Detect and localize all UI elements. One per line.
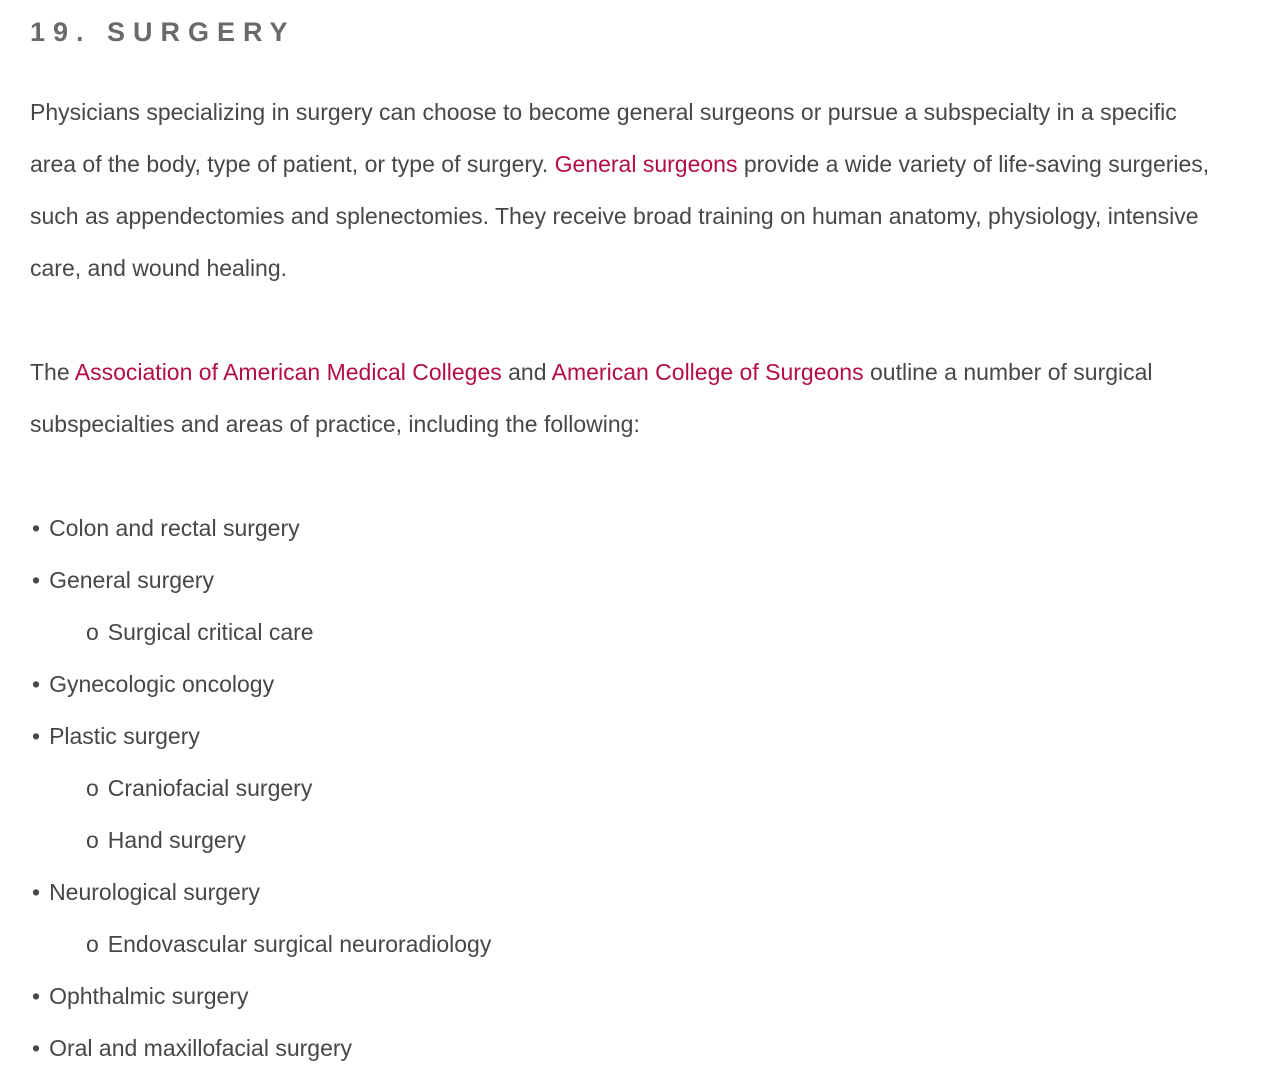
list-item-label: Neurological surgery — [49, 879, 260, 905]
list-item — [30, 866, 1228, 918]
american-college-of-surgeons-link[interactable]: American College of Surgeons — [551, 359, 864, 385]
paragraph-intro: Physicians specializing in surgery can choose to become general surgeons or pursue a subspecialty in a specific area of the body, type of patient, or type of surgery. General surgeons provide a wide variety of life-saving surgeries, such as appendectomies and splenectomies. They receive broad training on human anatomy, physiology, intensive care, and wound healing. — [30, 99, 1210, 281]
list-item — [30, 606, 1228, 658]
section-heading: 19. SURGERY — [30, 17, 296, 47]
list-item-label: Hand surgery — [107, 827, 246, 853]
article-page — [0, 14, 1272, 1074]
circle-marker: o — [86, 827, 99, 853]
list-item — [30, 1022, 1228, 1074]
circle-marker: o — [86, 775, 99, 801]
list-item-label: General surgery — [49, 567, 214, 593]
bullet-marker: • — [32, 515, 41, 541]
bullet-marker: • — [32, 567, 41, 593]
list-item — [30, 970, 1228, 1022]
general-surgeons-link[interactable]: General surgeons — [554, 151, 738, 177]
circle-marker: o — [86, 619, 99, 645]
paragraph-organizations: The Association of American Medical Colleges and American College of Surgeons outline a number of surgical subspecialties and areas of practice, including the following: — [30, 359, 1153, 437]
surgical-subspecialties-list — [30, 502, 1228, 1074]
bullet-marker: • — [32, 1035, 41, 1061]
list-item — [30, 554, 1228, 606]
list-item — [30, 710, 1228, 762]
list-item — [30, 502, 1228, 554]
association-of-american-medical-colleges-link[interactable]: Association of American Medical Colleges — [74, 359, 502, 385]
list-item-label: Ophthalmic surgery — [49, 983, 249, 1009]
list-item — [30, 814, 1228, 866]
list-item-label: Plastic surgery — [49, 723, 200, 749]
list-item-label: Endovascular surgical neuroradiology — [107, 931, 492, 957]
bullet-marker: • — [32, 723, 41, 749]
list-item-label: Colon and rectal surgery — [49, 515, 300, 541]
list-item-label: Surgical critical care — [107, 619, 314, 645]
list-item — [30, 762, 1228, 814]
list-item — [30, 658, 1228, 710]
bullet-marker: • — [32, 879, 41, 905]
bullet-marker: • — [32, 983, 41, 1009]
list-item-label: Craniofacial surgery — [107, 775, 313, 801]
list-item — [30, 918, 1228, 970]
bullet-marker: • — [32, 671, 41, 697]
circle-marker: o — [86, 931, 99, 957]
list-item-label: Gynecologic oncology — [49, 671, 275, 697]
list-item-label: Oral and maxillofacial surgery — [49, 1035, 353, 1061]
